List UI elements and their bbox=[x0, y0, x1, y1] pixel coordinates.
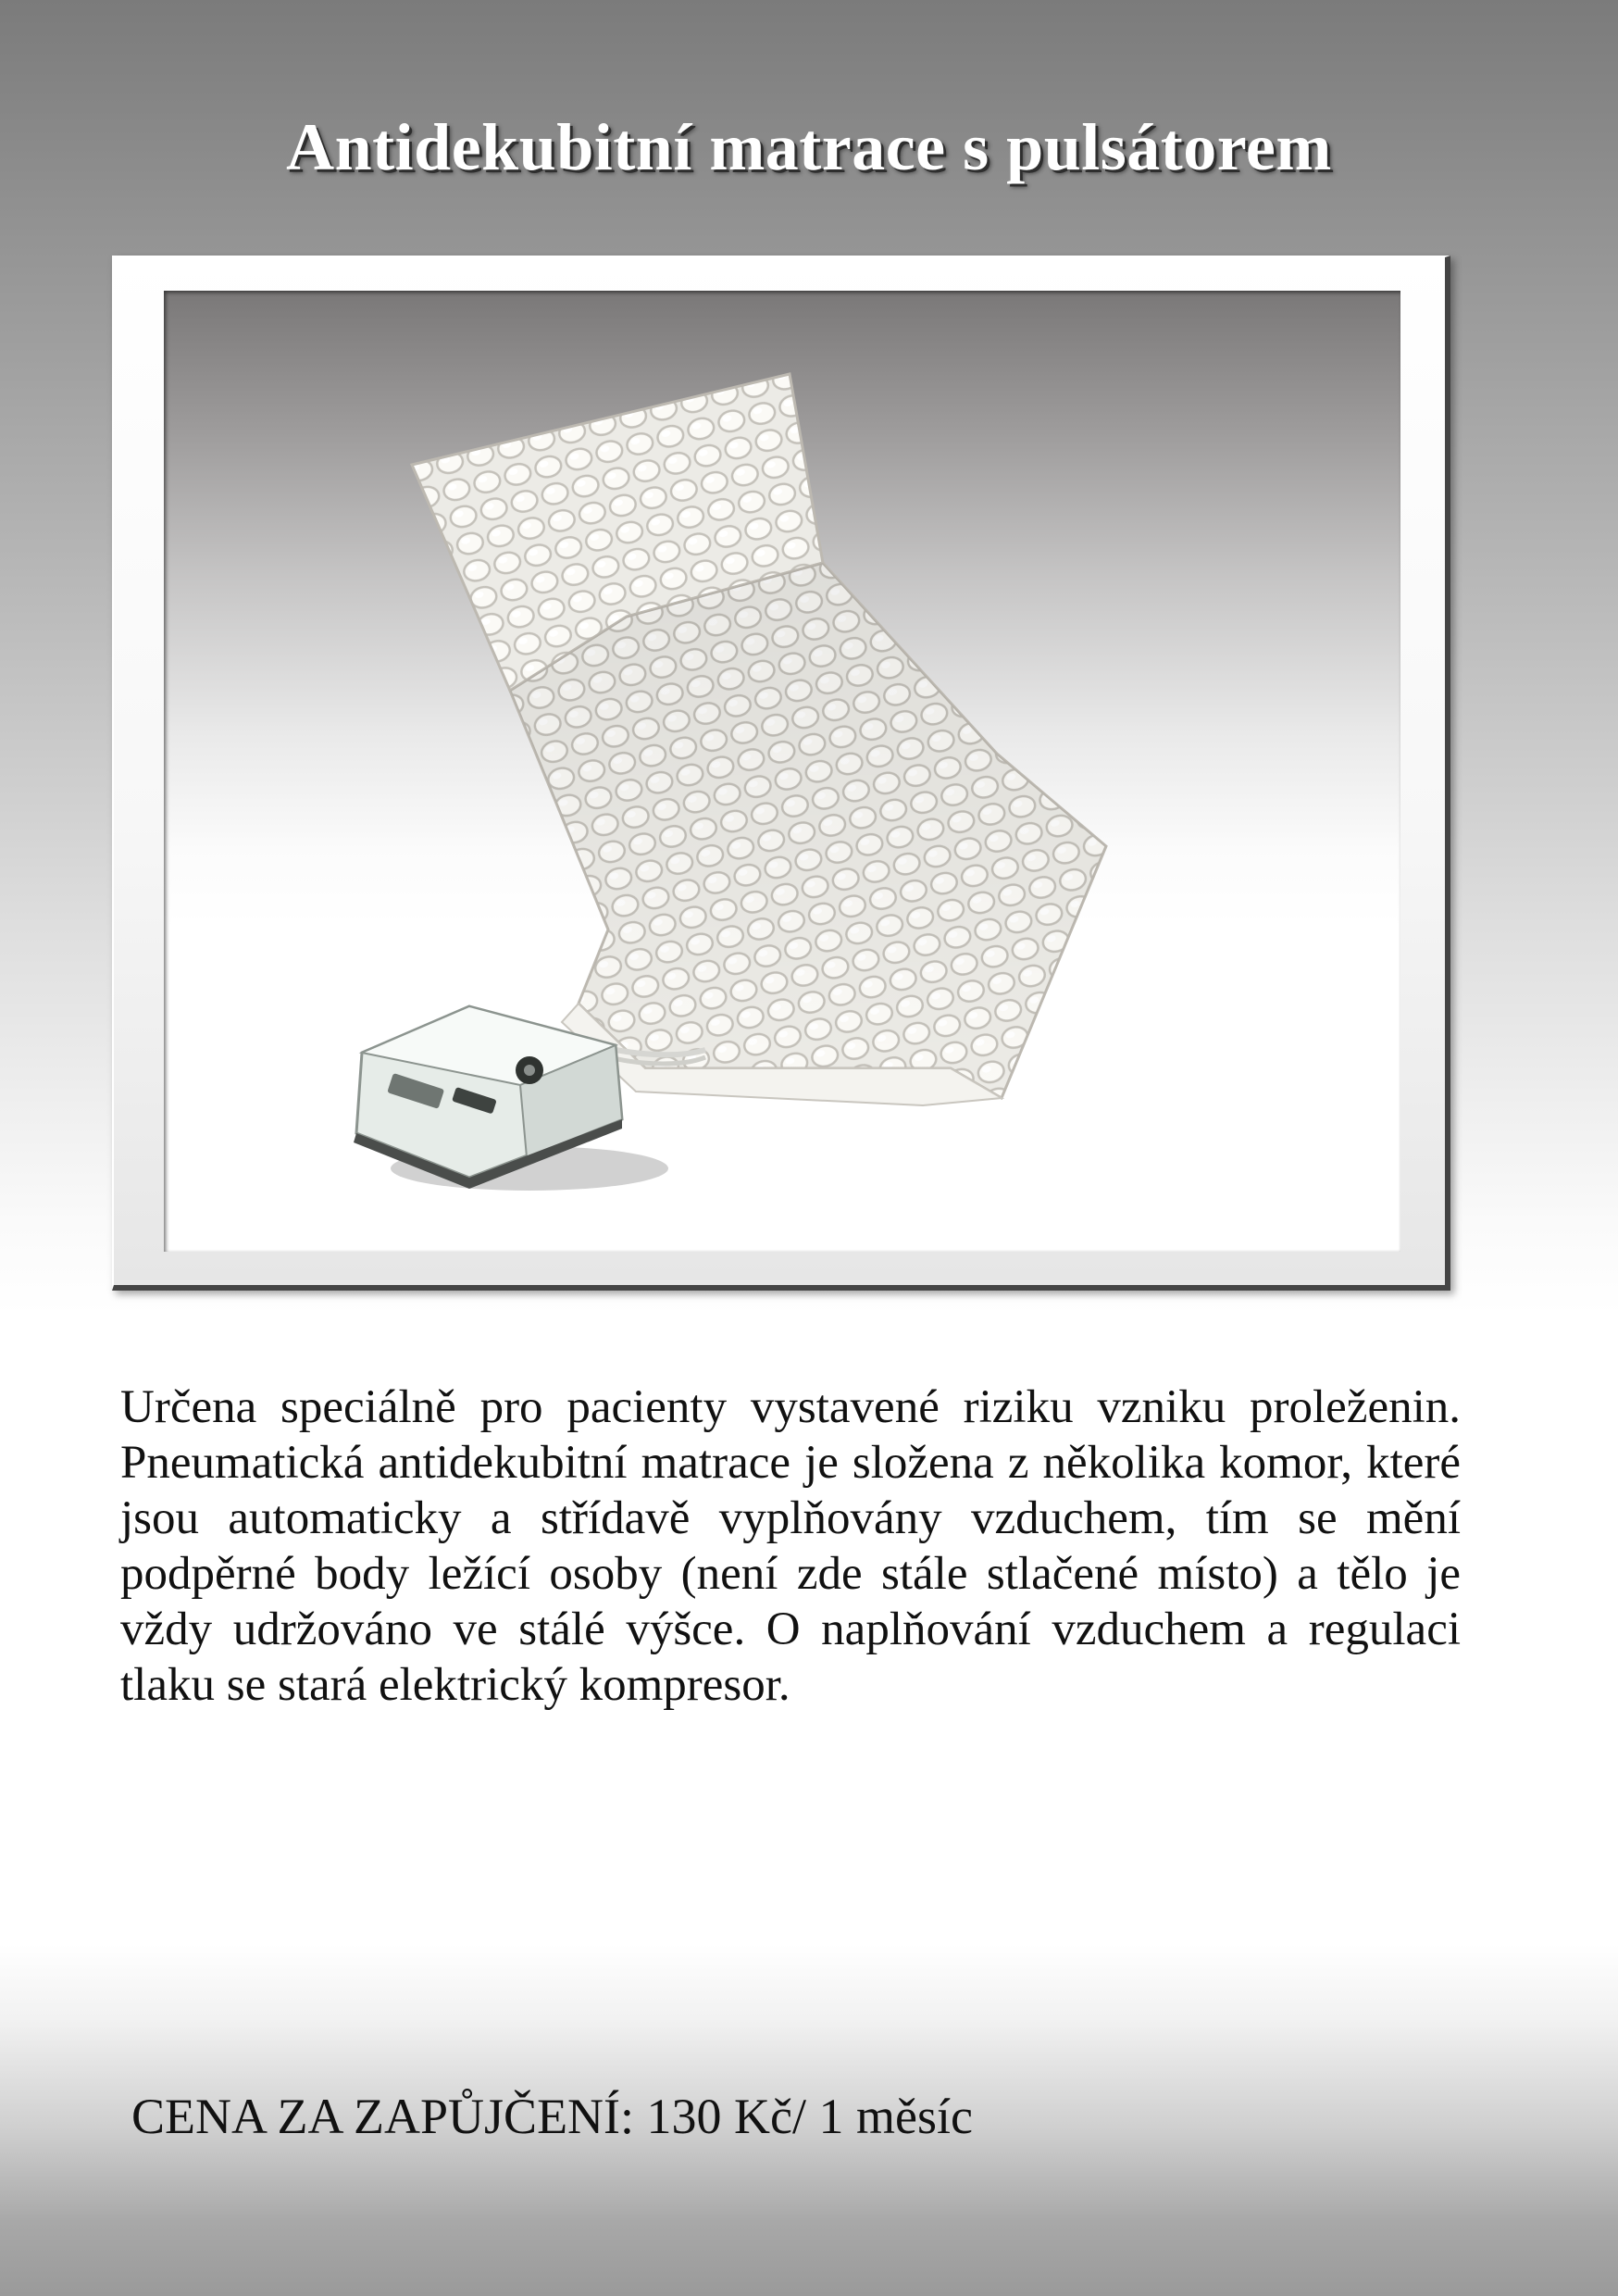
product-description: Určena speciálně pro pacienty vystavené riziku vzniku proleženin. Pneumatická antidekubitní matrace je složena z několika komor, které jsou automaticky a střídavě vyplňovány vzduchem, tím se mění podpěrné body ležící osoby (není zde stále stlačené místo) a tělo je vždy udržováno ve stálé výšce. O naplňování vzduchem a regulaci tlaku se stará elektrický kompresor. bbox=[120, 1381, 1461, 1711]
page-title: Antidekubitní matrace s pulsátorem bbox=[286, 110, 1332, 184]
photo-frame bbox=[112, 256, 1450, 1291]
rental-price: CENA ZA ZAPŮJČENÍ: 130 Kč/ 1 měsíc bbox=[131, 2089, 973, 2144]
mattress-photo bbox=[164, 291, 1400, 1252]
photo-panel bbox=[164, 291, 1400, 1252]
